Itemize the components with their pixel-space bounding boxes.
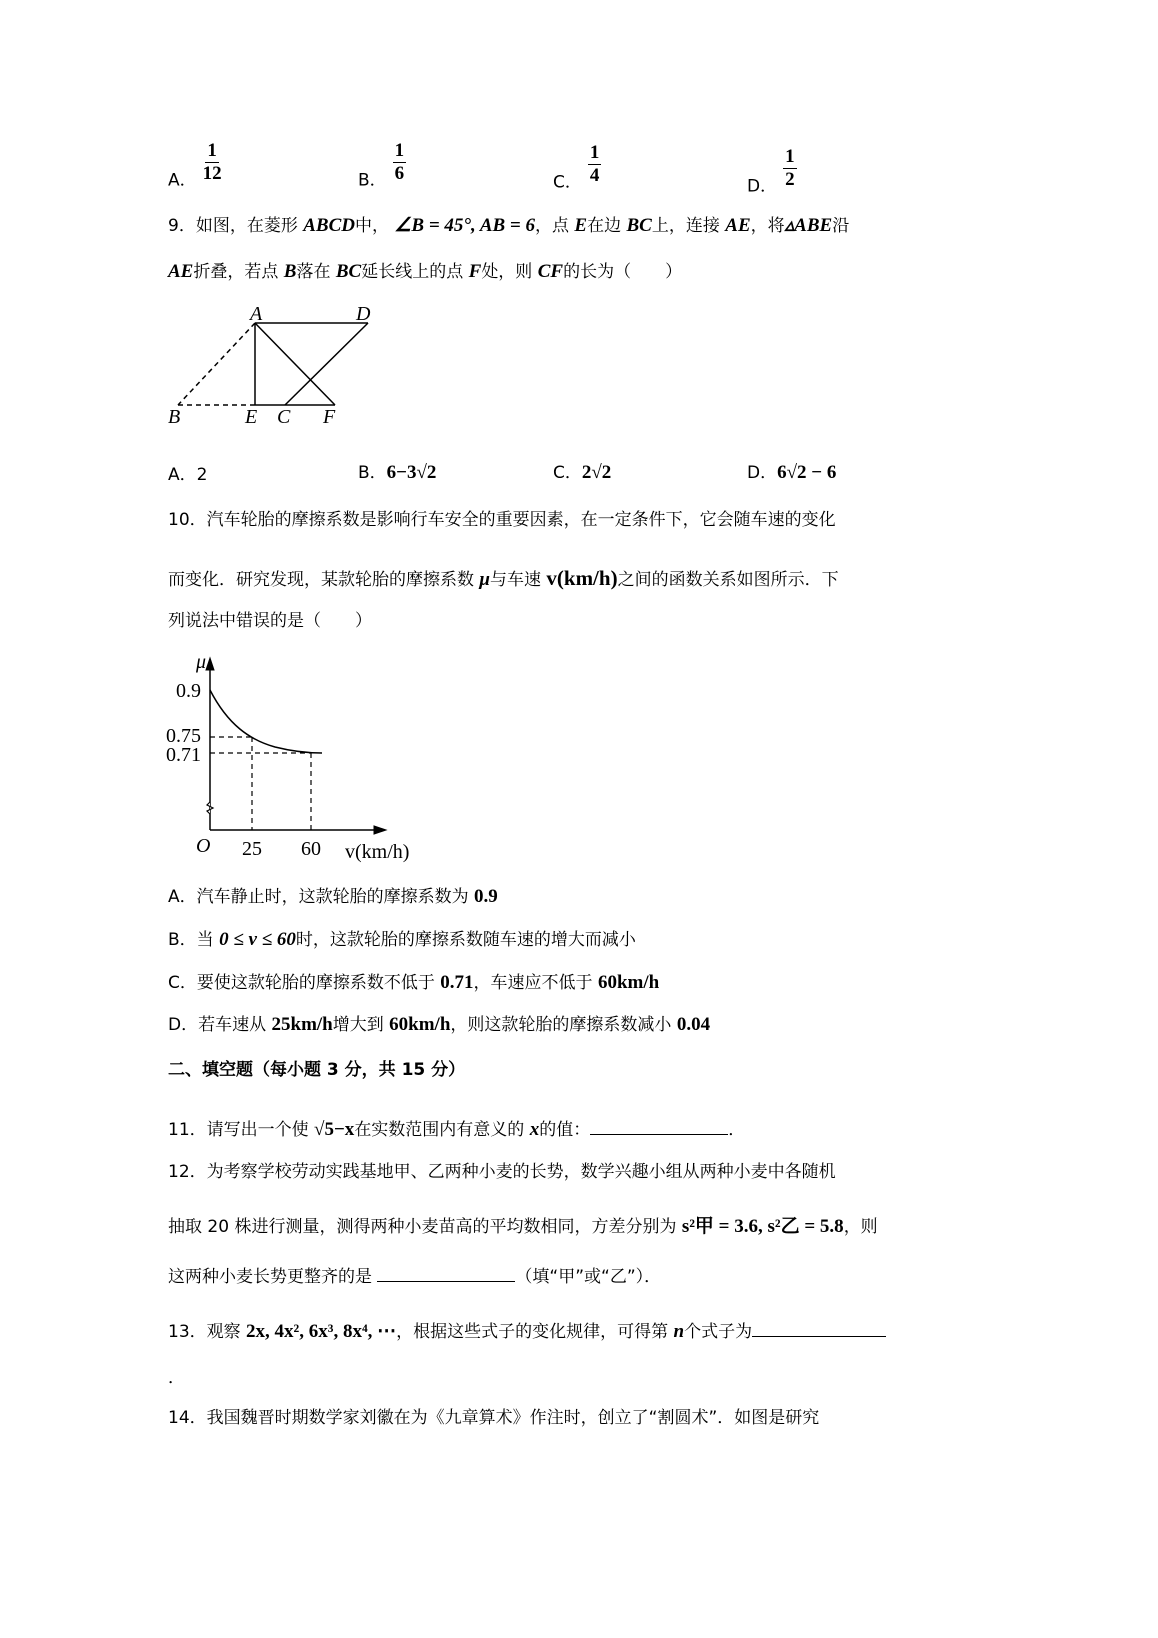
q8-option-c: C． $\frac{1}{4}$ <box>553 142 600 193</box>
q8-option-d: D． $\frac{1}{2}$ <box>747 146 795 197</box>
x-tick-25: 25 <box>242 838 262 860</box>
q9-option-c: C．2√2 <box>553 462 612 483</box>
y-tick-0.71: 0.71 <box>166 744 201 766</box>
q9-option-b: B．6−3√2 <box>358 462 437 483</box>
q12-answer-blank[interactable] <box>377 1263 515 1282</box>
point-label-e: E <box>245 406 258 428</box>
q10-option-d: D．若车速从 25km/h增大到 60km/h，则这款轮胎的摩擦系数减小 0.04 <box>168 1014 711 1035</box>
q9-option-a: A．2 <box>168 465 208 485</box>
q8-option-b: B． $\frac{1}{6}$ <box>358 140 405 191</box>
point-label-d: D <box>356 303 371 325</box>
q10-option-a: A．汽车静止时，这款轮胎的摩擦系数为 0.9 <box>168 886 498 907</box>
point-label-c: C <box>277 406 291 428</box>
q14-text-line1: 14．我国魏晋时期数学家刘徽在为《九章算术》作注时，创立了“割圆术”．如图是研究 <box>168 1408 820 1428</box>
y-tick-0.9: 0.9 <box>176 680 201 702</box>
q12-text-line2: 抽取 20 株进行测量，测得两种小麦苗高的平均数相同，方差分别为 s²甲 = 3.6, s²乙 = 5.8，则 <box>168 1216 878 1237</box>
origin-label: O <box>196 835 211 857</box>
point-label-a: A <box>250 303 263 325</box>
x-axis-label: v(km/h) <box>345 841 410 863</box>
q12-text-line3: 这两种小麦长势更整齐的是 （填“甲”或“乙”）． <box>168 1263 661 1289</box>
y-tick-0.75: 0.75 <box>166 725 201 747</box>
q9-option-d: D．6√2 − 6 <box>747 462 837 483</box>
x-tick-60: 60 <box>301 838 321 860</box>
point-label-f: F <box>323 406 336 428</box>
point-label-b: B <box>168 406 181 428</box>
q10-option-c: C．要使这款轮胎的摩擦系数不低于 0.71，车速应不低于 60km/h <box>168 972 660 993</box>
y-axis-label: μ <box>196 651 207 673</box>
rhombus-figure <box>178 323 368 405</box>
section-heading: 二、填空题（每小题 3 分，共 15 分） <box>168 1060 466 1080</box>
q10-text-line1: 10．汽车轮胎的摩擦系数是影响行车安全的重要因素，在一定条件下，它会随车速的变化 <box>168 510 836 530</box>
q10-text-line3: 列说法中错误的是（ ） <box>168 611 372 631</box>
q11-answer-blank[interactable] <box>590 1116 728 1135</box>
q9-text-line1: 9．如图，在菱形 ABCD中， ∠B = 45°, AB = 6，点 E在边 BC上，连接 AE，将▵ABE沿 <box>168 215 850 236</box>
q13-answer-blank[interactable] <box>752 1318 886 1337</box>
q10-text-line2: 而变化．研究发现，某款轮胎的摩擦系数 μ与车速 v(km/h)之间的函数关系如图所示．下 <box>168 566 839 590</box>
q10-option-b: B．当 0 ≤ v ≤ 60时，这款轮胎的摩擦系数随车速的增大而减小 <box>168 929 636 950</box>
friction-graph <box>206 658 386 834</box>
q8-option-a: A． $\frac{1}{12}$ <box>168 140 222 191</box>
q11-text: 11．请写出一个使 √5−x在实数范围内有意义的 x的值： ． <box>168 1116 745 1142</box>
q13-text-line2: ． <box>168 1368 185 1388</box>
q13-text-line1: 13．观察 2x, 4x², 6x³, 8x⁴, ⋯，根据这些式子的变化规律，可得第 n个式子为 <box>168 1318 886 1344</box>
q9-text-line2: AE折叠，若点 B落在 BC延长线上的点 F处，则 CF的长为（ ） <box>168 261 683 282</box>
q12-text-line1: 12．为考察学校劳动实践基地甲、乙两种小麦的长势，数学兴趣小组从两种小麦中各随机 <box>168 1162 836 1182</box>
